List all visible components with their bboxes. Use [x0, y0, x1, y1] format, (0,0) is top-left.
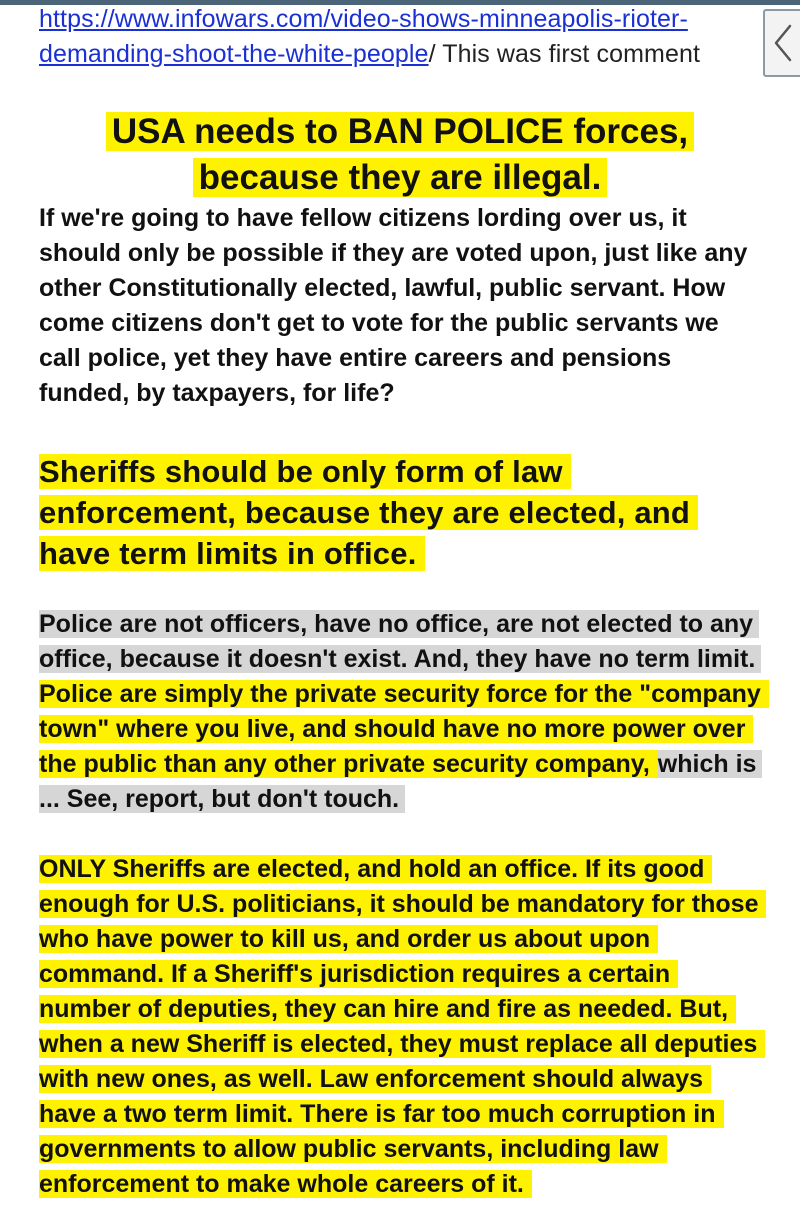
source-link-part-2[interactable]: demanding-shoot-the-white-people — [39, 40, 429, 68]
heading-line-2: because they are illegal. — [193, 158, 608, 197]
paragraph-sheriffs-text: ONLY Sheriffs are elected, and hold an office. If its good enough for U.S. politicians, it should be mandatory for those who have power to kill us, and order us about upon command. If a Sheriff's jurisdiction requires a certain number of deputies, they can hire and fire as needed. But, when a new Sheriff is elected, they must replace all deputies with new ones, as well. Law enforcement should always have a two term limit. There is far too much corruption in governments to allow public servants, including law enforcement to make whole careers of it. — [39, 855, 766, 1198]
paragraph-police — [39, 607, 762, 817]
subheading-text: Sheriffs should be only form of law enforcement, because they are elected, and have term limits in office. — [39, 454, 698, 571]
source-link-line-2 — [39, 37, 762, 72]
article-content — [39, 0, 762, 1202]
paragraph-sheriffs — [39, 852, 762, 1202]
paragraph-police-part-3: which is ... See, report, but don't touch. — [39, 750, 762, 813]
source-link-part-1[interactable]: https://www.infowars.com/video-shows-minneapolis-rioter- — [39, 5, 688, 33]
paragraph-police-part-1: Police are not officers, have no office, are not elected to any office, because it doesn't exist. And, they have no term limit. — [39, 610, 761, 673]
paragraph-voting: If we're going to have fellow citizens lording over us, it should only be possible if they are voted upon, just like any other Constitutionally elected, lawful, public servant. How come citizens don't get to vote for the public servants we call police, yet they have entire careers and pensions funded, by taxpayers, for life? — [39, 204, 748, 407]
back-tab-button[interactable] — [763, 9, 800, 77]
paragraph-police-part-2: Police are simply the private security force for the "company town" where you live, and should have no more power over the public than any other private security company, — [39, 680, 769, 778]
page-heading — [39, 109, 761, 201]
source-link-tail: / This was first comment — [428, 40, 701, 68]
source-link-line-1 — [39, 2, 762, 37]
heading-line-1: USA needs to BAN POLICE forces, — [106, 112, 694, 151]
chevron-left-icon — [772, 23, 794, 63]
subheading-sheriffs — [39, 451, 762, 574]
